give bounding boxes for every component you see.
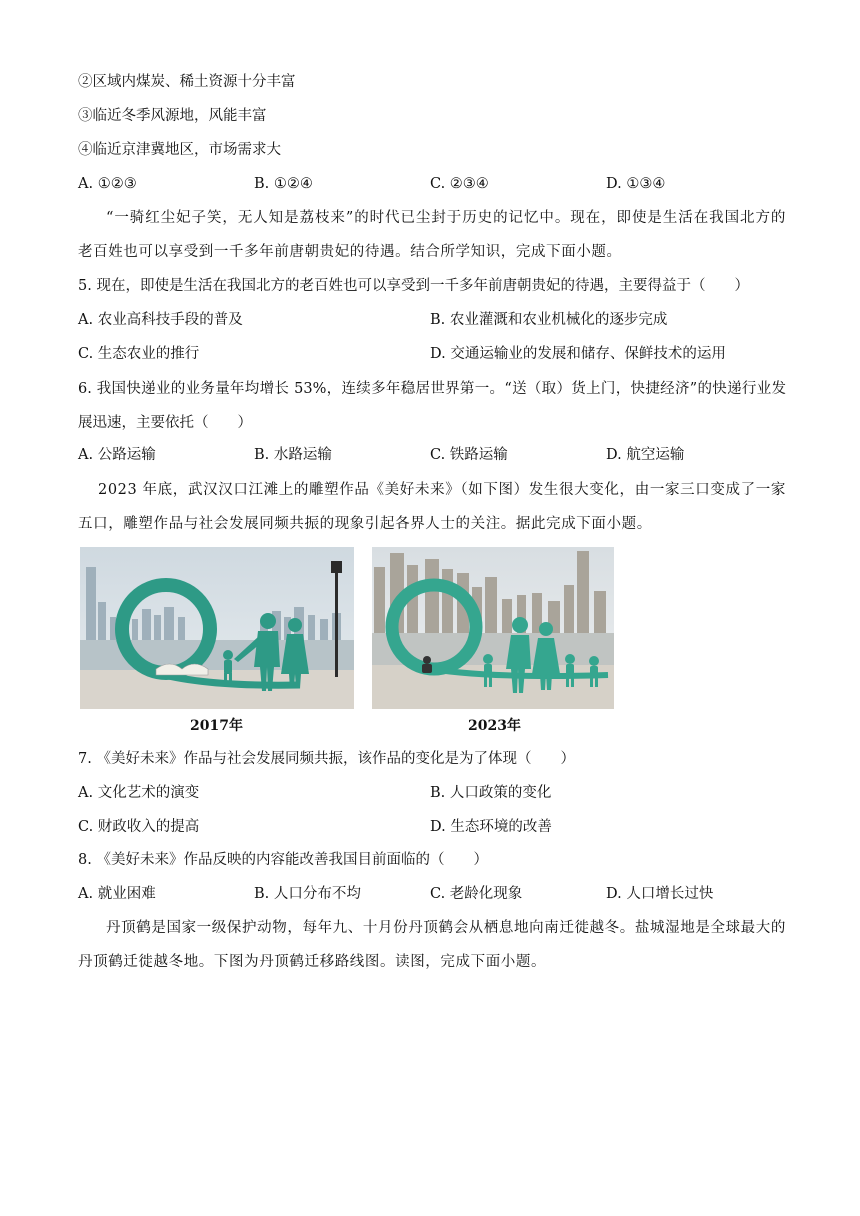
q4-item-4: ④临近京津冀地区，市场需求大 xyxy=(78,142,281,158)
q4-option-c: C. ②③④ xyxy=(430,176,489,192)
q4-item-3: ③临近冬季风源地，风能丰富 xyxy=(78,108,267,124)
q8-stem: 8. 《美好未来》作品反映的内容能改善我国目前面临的（ ） xyxy=(78,852,488,868)
sculpture-2017-illustration xyxy=(80,547,354,709)
photo-2023-sculpture xyxy=(372,547,614,709)
passage-lychee-text: “一骑红尘妃子笑，无人知是荔枝来”的时代已尘封于历史的记忆中。现在，即使是生活在我国北方的老百姓也可以享受到一千多年前唐朝贵妃的待遇。结合所学知识，完成下面小题。 xyxy=(78,210,786,260)
q5-option-a: A. 农业高科技手段的普及 xyxy=(78,312,243,328)
passage-crane-text: 丹顶鹤是国家一级保护动物，每年九、十月份丹顶鹤会从栖息地向南迁徙越冬。盐城湿地是全球最大的丹顶鹤迁徙越冬地。下图为丹顶鹤迁移路线图。读图，完成下面小题。 xyxy=(78,920,786,970)
q6-option-b: B. 水路运输 xyxy=(254,447,332,463)
passage-crane xyxy=(78,911,786,979)
q8-option-a: A. 就业困难 xyxy=(78,886,156,902)
q8-option-d: D. 人口增长过快 xyxy=(606,886,714,902)
q6-stem: 6. 我国快递业的业务量年均增长 53%，连续多年稳居世界第一。“送（取）货上门，快捷经济”的快递行业发展迅速，主要依托（ ） xyxy=(78,381,786,431)
passage-sculpture-text: 2023 年底，武汉汉口江滩上的雕塑作品《美好未来》（如下图）发生很大变化，由一家三口变成了一家五口，雕塑作品与社会发展同频共振的现象引起各界人士的关注。据此完成下面小题。 xyxy=(78,482,786,532)
q4-option-d: D. ①③④ xyxy=(606,176,666,192)
q8-option-c: C. 老龄化现象 xyxy=(430,886,523,902)
q5-option-c: C. 生态农业的推行 xyxy=(78,346,200,362)
q7-option-d: D. 生态环境的改善 xyxy=(430,819,552,835)
q5-stem: 5. 现在，即使是生活在我国北方的老百姓也可以享受到一千多年前唐朝贵妃的待遇，主要得益于（ ） xyxy=(78,278,749,294)
passage-sculpture xyxy=(78,473,786,541)
q7-option-a: A. 文化艺术的演变 xyxy=(78,785,200,801)
q7-stem: 7. 《美好未来》作品与社会发展同频共振，该作品的变化是为了体现（ ） xyxy=(78,751,575,767)
q6-option-a: A. 公路运输 xyxy=(78,447,156,463)
sculpture-2023-illustration xyxy=(372,547,614,709)
q4-item-2: ②区域内煤炭、稀土资源十分丰富 xyxy=(78,74,296,90)
q5-option-d: D. 交通运输业的发展和储存、保鲜技术的运用 xyxy=(430,346,726,362)
q7-option-c: C. 财政收入的提高 xyxy=(78,819,200,835)
q7-option-b: B. 人口政策的变化 xyxy=(430,785,552,801)
photo-2017-sculpture xyxy=(80,547,354,709)
q6-option-d: D. 航空运输 xyxy=(606,447,685,463)
caption-2017: 2017年 xyxy=(190,718,243,734)
q5-option-b: B. 农业灌溉和农业机械化的逐步完成 xyxy=(430,312,668,328)
passage-lychee xyxy=(78,201,786,269)
q4-option-b: B. ①②④ xyxy=(254,176,313,192)
q8-option-b: B. 人口分布不均 xyxy=(254,886,361,902)
q4-option-a: A. ①②③ xyxy=(78,176,137,192)
q6-option-c: C. 铁路运输 xyxy=(430,447,508,463)
caption-2023: 2023年 xyxy=(468,718,521,734)
